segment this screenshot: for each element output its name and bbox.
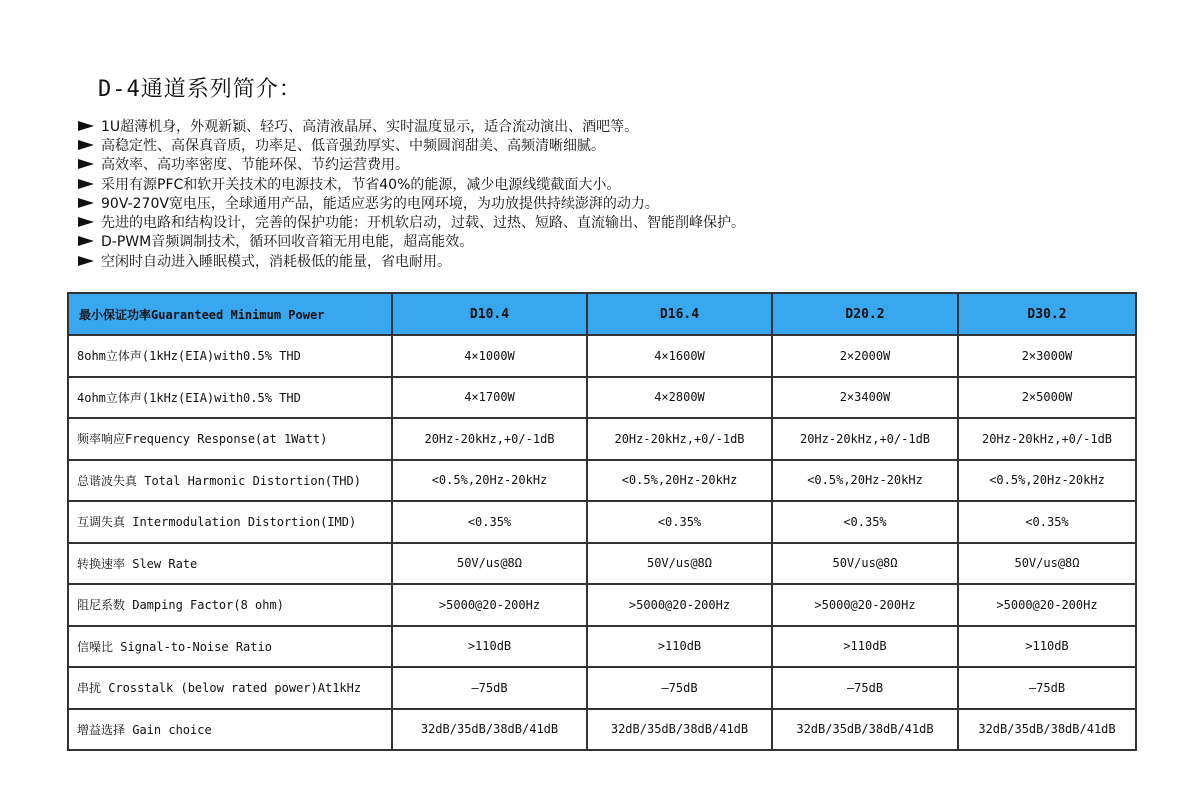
- feature-item: [78, 193, 745, 212]
- table-row: [68, 667, 1136, 709]
- arrow-bullet-icon: [78, 198, 94, 208]
- feature-text: 先进的电路和结构设计，完善的保护功能：开机软启动，过载、过热、短路、直流输出、智能削峰保护。: [101, 215, 745, 232]
- table-cell: 20Hz-20kHz,+0/-1dB: [587, 418, 772, 460]
- table-cell: 50V/us@8Ω: [392, 543, 587, 585]
- table-cell: 20Hz-20kHz,+0/-1dB: [958, 418, 1136, 460]
- feature-text: 高效率、高功率密度、节能环保、节约运营费用。: [101, 157, 409, 174]
- row-label: 4ohm立体声(1kHz(EIA)with0.5% THD: [68, 377, 392, 419]
- table-cell: >110dB: [772, 626, 958, 668]
- table-cell: >110dB: [958, 626, 1136, 668]
- table-cell: 50V/us@8Ω: [772, 543, 958, 585]
- table-header-row: [68, 293, 1136, 335]
- feature-item: [78, 232, 745, 251]
- feature-text: 90V-270V宽电压，全球通用产品，能适应恶劣的电网环境，为功放提供持续澎湃的动力。: [101, 195, 659, 212]
- table-row: [68, 626, 1136, 668]
- table-cell: —75dB: [392, 667, 587, 709]
- arrow-bullet-icon: [78, 217, 94, 227]
- table-cell: 50V/us@8Ω: [587, 543, 772, 585]
- table-cell: >5000@20-200Hz: [392, 584, 587, 626]
- row-label: 总谐波失真 Total Harmonic Distortion(THD): [68, 460, 392, 502]
- feature-text: 空闲时自动进入睡眠模式，消耗极低的能量，省电耐用。: [101, 253, 451, 270]
- table-row: [68, 460, 1136, 502]
- feature-item: [78, 212, 745, 231]
- table-cell: >110dB: [587, 626, 772, 668]
- header-cell-model: D10.4: [392, 293, 587, 335]
- row-label: 互调失真 Intermodulation Distortion(IMD): [68, 501, 392, 543]
- table-cell: <0.5%,20Hz-20kHz: [392, 460, 587, 502]
- table-cell: >110dB: [392, 626, 587, 668]
- table-cell: <0.35%: [958, 501, 1136, 543]
- header-cell-model: D16.4: [587, 293, 772, 335]
- table-cell: —75dB: [772, 667, 958, 709]
- table-row: [68, 377, 1136, 419]
- table-cell: 50V/us@8Ω: [958, 543, 1136, 585]
- table-row: [68, 418, 1136, 460]
- table-cell: 2×5000W: [958, 377, 1136, 419]
- header-cell-spec: 最小保证功率Guaranteed Minimum Power: [68, 293, 392, 335]
- table-cell: 20Hz-20kHz,+0/-1dB: [392, 418, 587, 460]
- table-row: [68, 501, 1136, 543]
- row-label: 增益选择 Gain choice: [68, 709, 392, 751]
- table-row: [68, 335, 1136, 377]
- table-cell: 4×1600W: [587, 335, 772, 377]
- feature-list: [78, 116, 745, 270]
- row-label: 转换速率 Slew Rate: [68, 543, 392, 585]
- spec-table: [67, 292, 1137, 751]
- feature-text: 1U超薄机身，外观新颖、轻巧、高清液晶屏、实时温度显示，适合流动演出、酒吧等。: [101, 118, 639, 135]
- table-cell: 2×3000W: [958, 335, 1136, 377]
- feature-item: [78, 116, 745, 135]
- feature-text: 高稳定性、高保真音质，功率足、低音强劲厚实、中频圆润甜美、高频清晰细腻。: [101, 137, 605, 154]
- table-cell: 4×2800W: [587, 377, 772, 419]
- table-cell: <0.5%,20Hz-20kHz: [958, 460, 1136, 502]
- arrow-bullet-icon: [78, 140, 94, 150]
- page-title: D-4通道系列简介：: [98, 77, 302, 102]
- row-label: 串扰 Crosstalk (below rated power)At1kHz: [68, 667, 392, 709]
- arrow-bullet-icon: [78, 256, 94, 266]
- table-cell: 20Hz-20kHz,+0/-1dB: [772, 418, 958, 460]
- feature-item: [78, 155, 745, 174]
- row-label: 8ohm立体声(1kHz(EIA)with0.5% THD: [68, 335, 392, 377]
- header-cell-model: D20.2: [772, 293, 958, 335]
- table-cell: <0.5%,20Hz-20kHz: [772, 460, 958, 502]
- arrow-bullet-icon: [78, 121, 94, 131]
- table-cell: >5000@20-200Hz: [772, 584, 958, 626]
- arrow-bullet-icon: [78, 236, 94, 246]
- feature-text: 采用有源PFC和软开关技术的电源技术，节省40%的能源，减少电源线缆截面大小。: [101, 176, 621, 193]
- table-cell: 32dB/35dB/38dB/41dB: [958, 709, 1136, 751]
- table-row: [68, 543, 1136, 585]
- table-cell: <0.35%: [587, 501, 772, 543]
- table-cell: >5000@20-200Hz: [958, 584, 1136, 626]
- table-cell: >5000@20-200Hz: [587, 584, 772, 626]
- feature-item: [78, 135, 745, 154]
- row-label: 阻尼系数 Damping Factor(8 ohm): [68, 584, 392, 626]
- table-cell: 32dB/35dB/38dB/41dB: [772, 709, 958, 751]
- feature-item: [78, 174, 745, 193]
- table-cell: —75dB: [587, 667, 772, 709]
- table-cell: 32dB/35dB/38dB/41dB: [587, 709, 772, 751]
- table-row: [68, 584, 1136, 626]
- feature-item: [78, 251, 745, 270]
- table-row: [68, 709, 1136, 751]
- table-cell: 2×3400W: [772, 377, 958, 419]
- row-label: 频率响应Frequency Response(at 1Watt): [68, 418, 392, 460]
- arrow-bullet-icon: [78, 159, 94, 169]
- table-cell: 2×2000W: [772, 335, 958, 377]
- table-cell: 32dB/35dB/38dB/41dB: [392, 709, 587, 751]
- table-cell: <0.35%: [772, 501, 958, 543]
- header-cell-model: D30.2: [958, 293, 1136, 335]
- arrow-bullet-icon: [78, 179, 94, 189]
- table-cell: 4×1000W: [392, 335, 587, 377]
- feature-text: D-PWM音频调制技术，循环回收音箱无用电能，超高能效。: [101, 234, 474, 251]
- row-label: 信噪比 Signal-to-Noise Ratio: [68, 626, 392, 668]
- table-cell: —75dB: [958, 667, 1136, 709]
- table-cell: <0.5%,20Hz-20kHz: [587, 460, 772, 502]
- table-cell: 4×1700W: [392, 377, 587, 419]
- table-cell: <0.35%: [392, 501, 587, 543]
